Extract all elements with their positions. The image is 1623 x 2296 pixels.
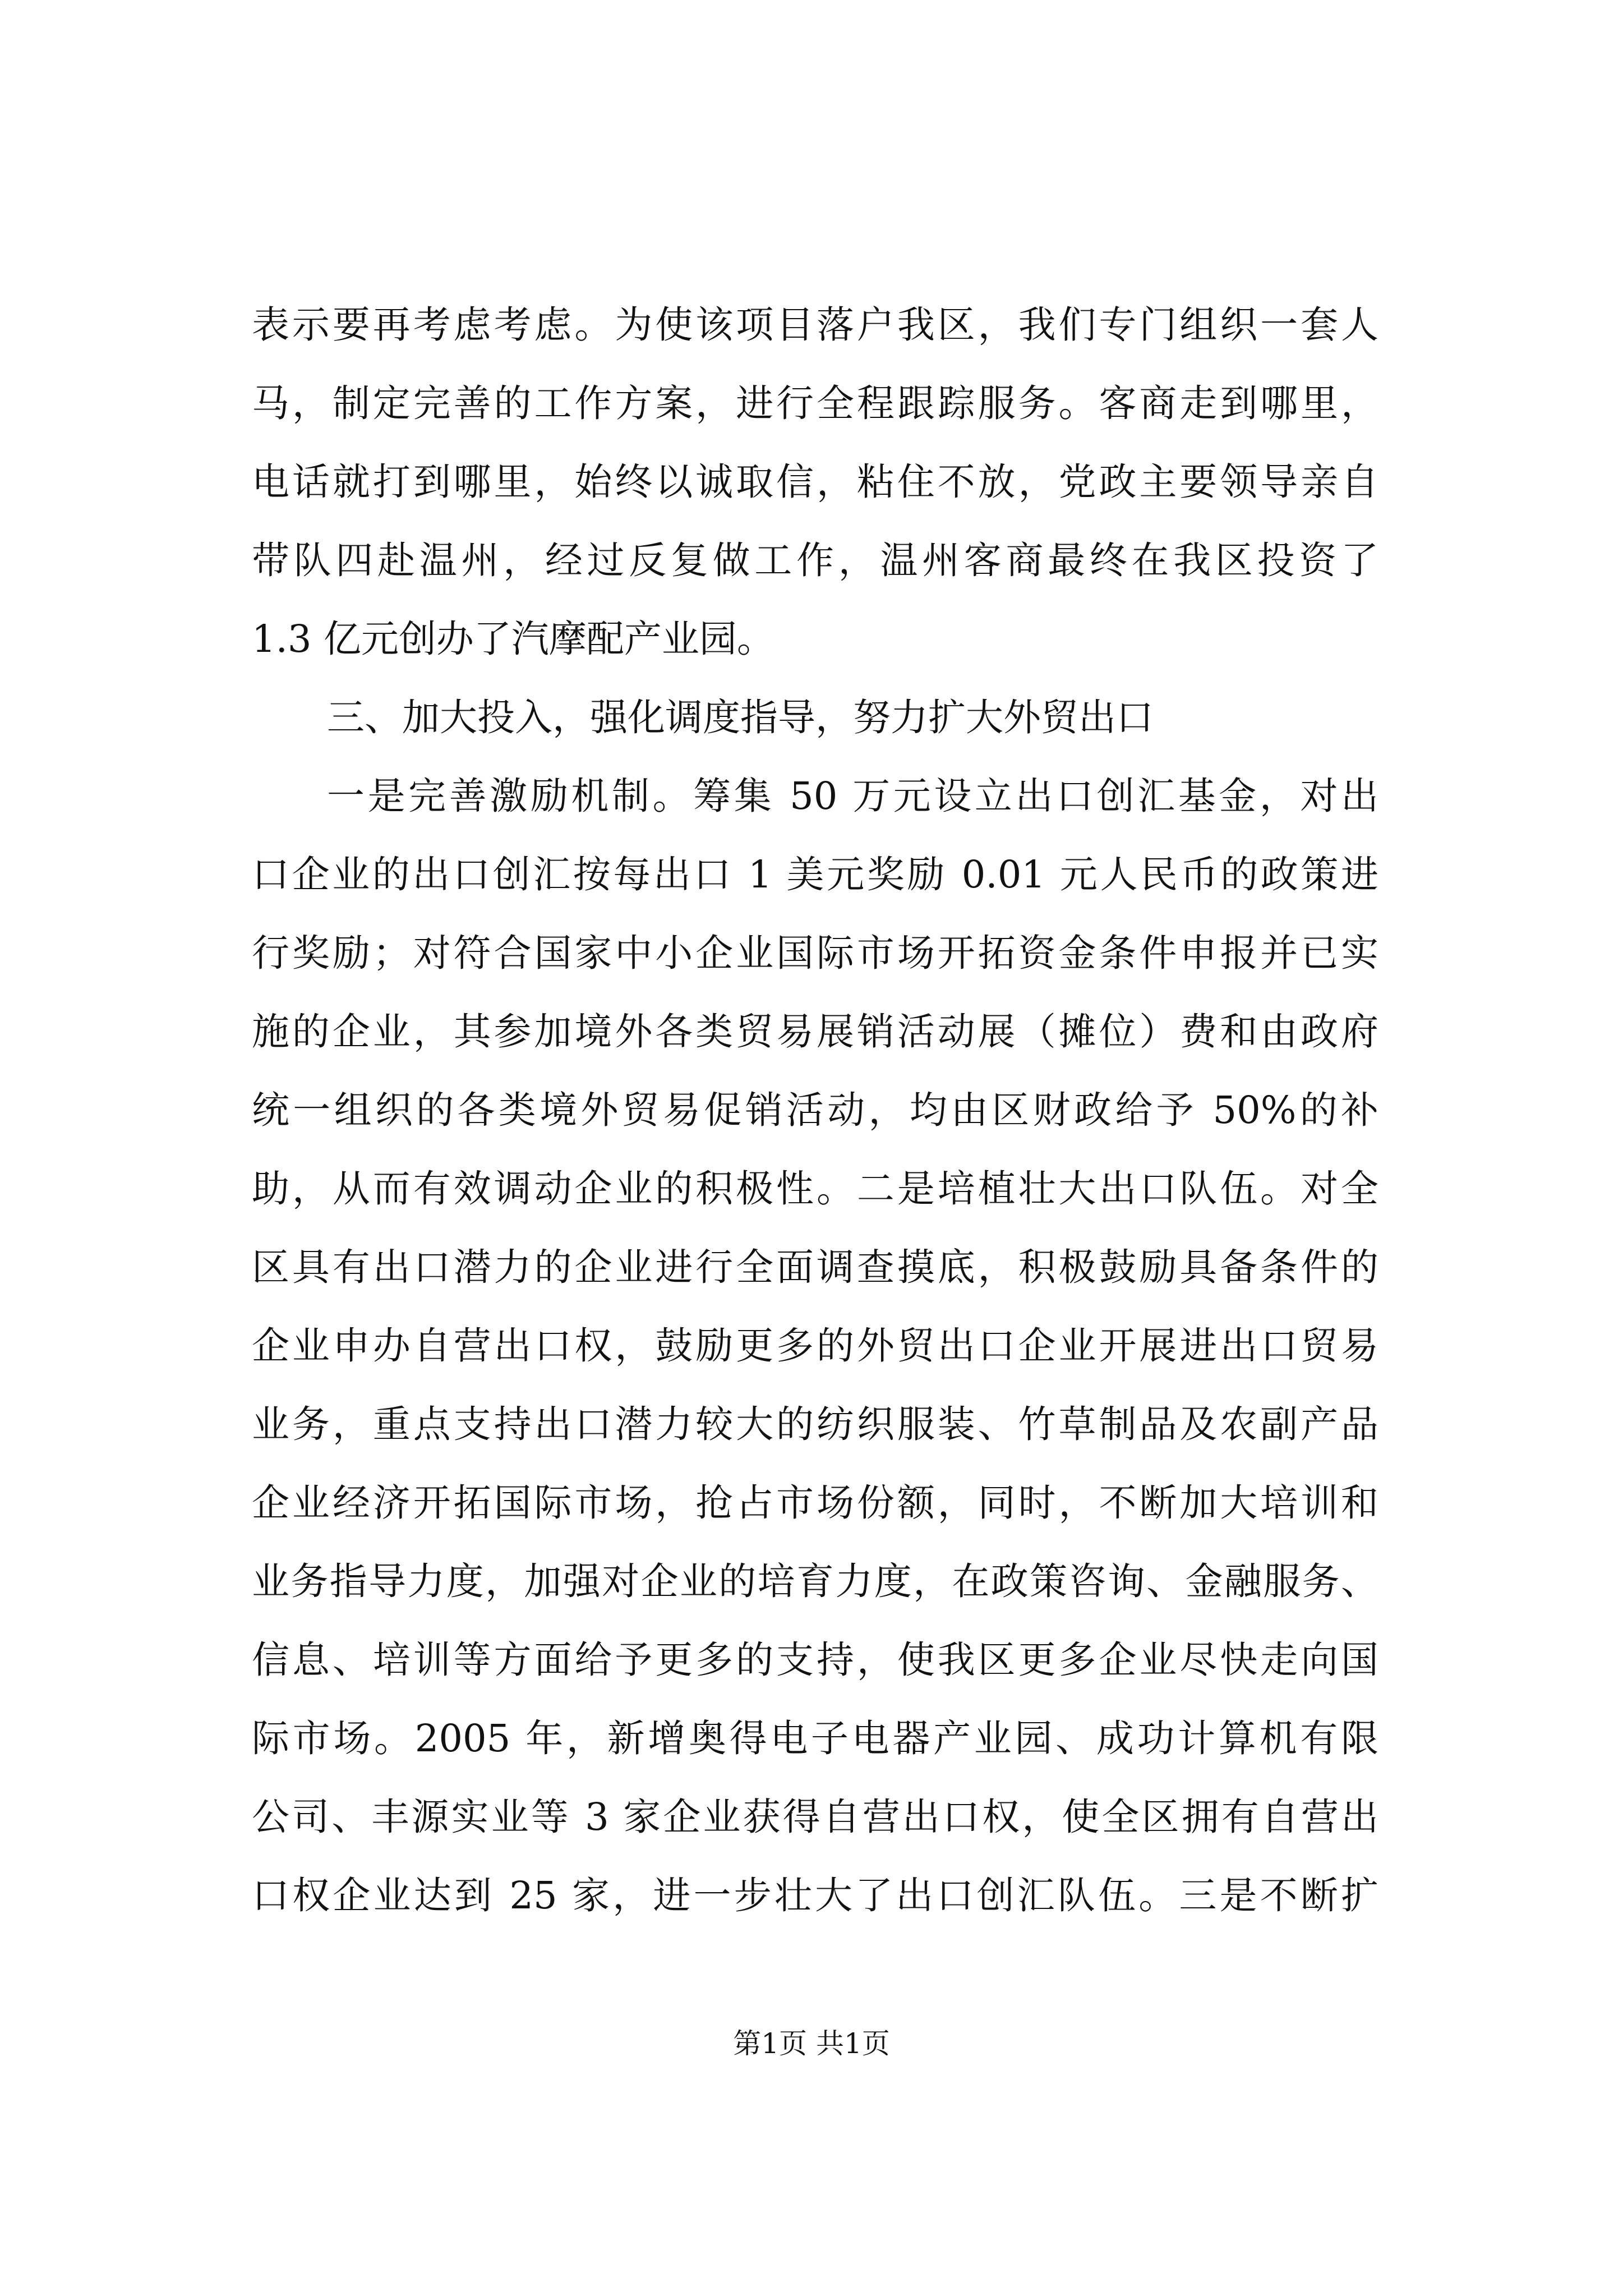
- text-line: 口企业的出口创汇按每出口 1 美元奖励 0.01 元人民币的政策进: [252, 853, 1378, 896]
- section-heading: 三、加大投入，强化调度指导，努力扩大外贸出口: [327, 696, 1154, 739]
- page-footer: 第1页 共1页: [733, 2027, 890, 2060]
- text-line: 际市场。2005 年，新增奥得电子电器产业园、成功计算机有限: [252, 1717, 1378, 1760]
- text-line: 一是完善激励机制。筹集 50 万元设立出口创汇基金，对出: [327, 774, 1378, 818]
- text-line: 1.3 亿元创办了汽摩配产业园。: [252, 617, 774, 661]
- text-line: 统一组织的各类境外贸易促销活动，均由区财政给予 50%的补: [252, 1088, 1378, 1132]
- text-line: 业务指导力度，加强对企业的培育力度，在政策咨询、金融服务、: [252, 1559, 1378, 1603]
- text-line: 口权企业达到 25 家，进一步壮大了出口创汇队伍。三是不断扩: [252, 1874, 1378, 1917]
- text-line: 带队四赴温州，经过反复做工作，温州客商最终在我区投资了: [252, 539, 1378, 582]
- text-line: 企业申办自营出口权，鼓励更多的外贸出口企业开展进出口贸易: [252, 1324, 1378, 1368]
- text-line: 表示要再考虑考虑。为使该项目落户我区，我们专门组织一套人: [252, 303, 1378, 347]
- text-line: 区具有出口潜力的企业进行全面调查摸底，积极鼓励具备条件的: [252, 1245, 1378, 1289]
- text-line: 马，制定完善的工作方案，进行全程跟踪服务。客商走到哪里，: [252, 381, 1378, 425]
- text-line: 业务，重点支持出口潜力较大的纺织服装、竹草制品及农副产品: [252, 1402, 1378, 1446]
- text-line: 信息、培训等方面给予更多的支持，使我区更多企业尽快走向国: [252, 1638, 1378, 1682]
- text-line: 助，从而有效调动企业的积极性。二是培植壮大出口队伍。对全: [252, 1167, 1378, 1211]
- text-line: 电话就打到哪里，始终以诚取信，粘住不放，党政主要领导亲自: [252, 460, 1378, 504]
- document-body: [252, 286, 1378, 1935]
- text-line: 企业经济开拓国际市场，抢占市场份额，同时，不断加大培训和: [252, 1481, 1378, 1525]
- text-line: 公司、丰源实业等 3 家企业获得自营出口权，使全区拥有自营出: [252, 1795, 1378, 1839]
- text-line: 施的企业，其参加境外各类贸易展销活动展（摊位）费和由政府: [252, 1010, 1378, 1053]
- text-line: 行奖励；对符合国家中小企业国际市场开拓资金条件申报并已实: [252, 931, 1378, 975]
